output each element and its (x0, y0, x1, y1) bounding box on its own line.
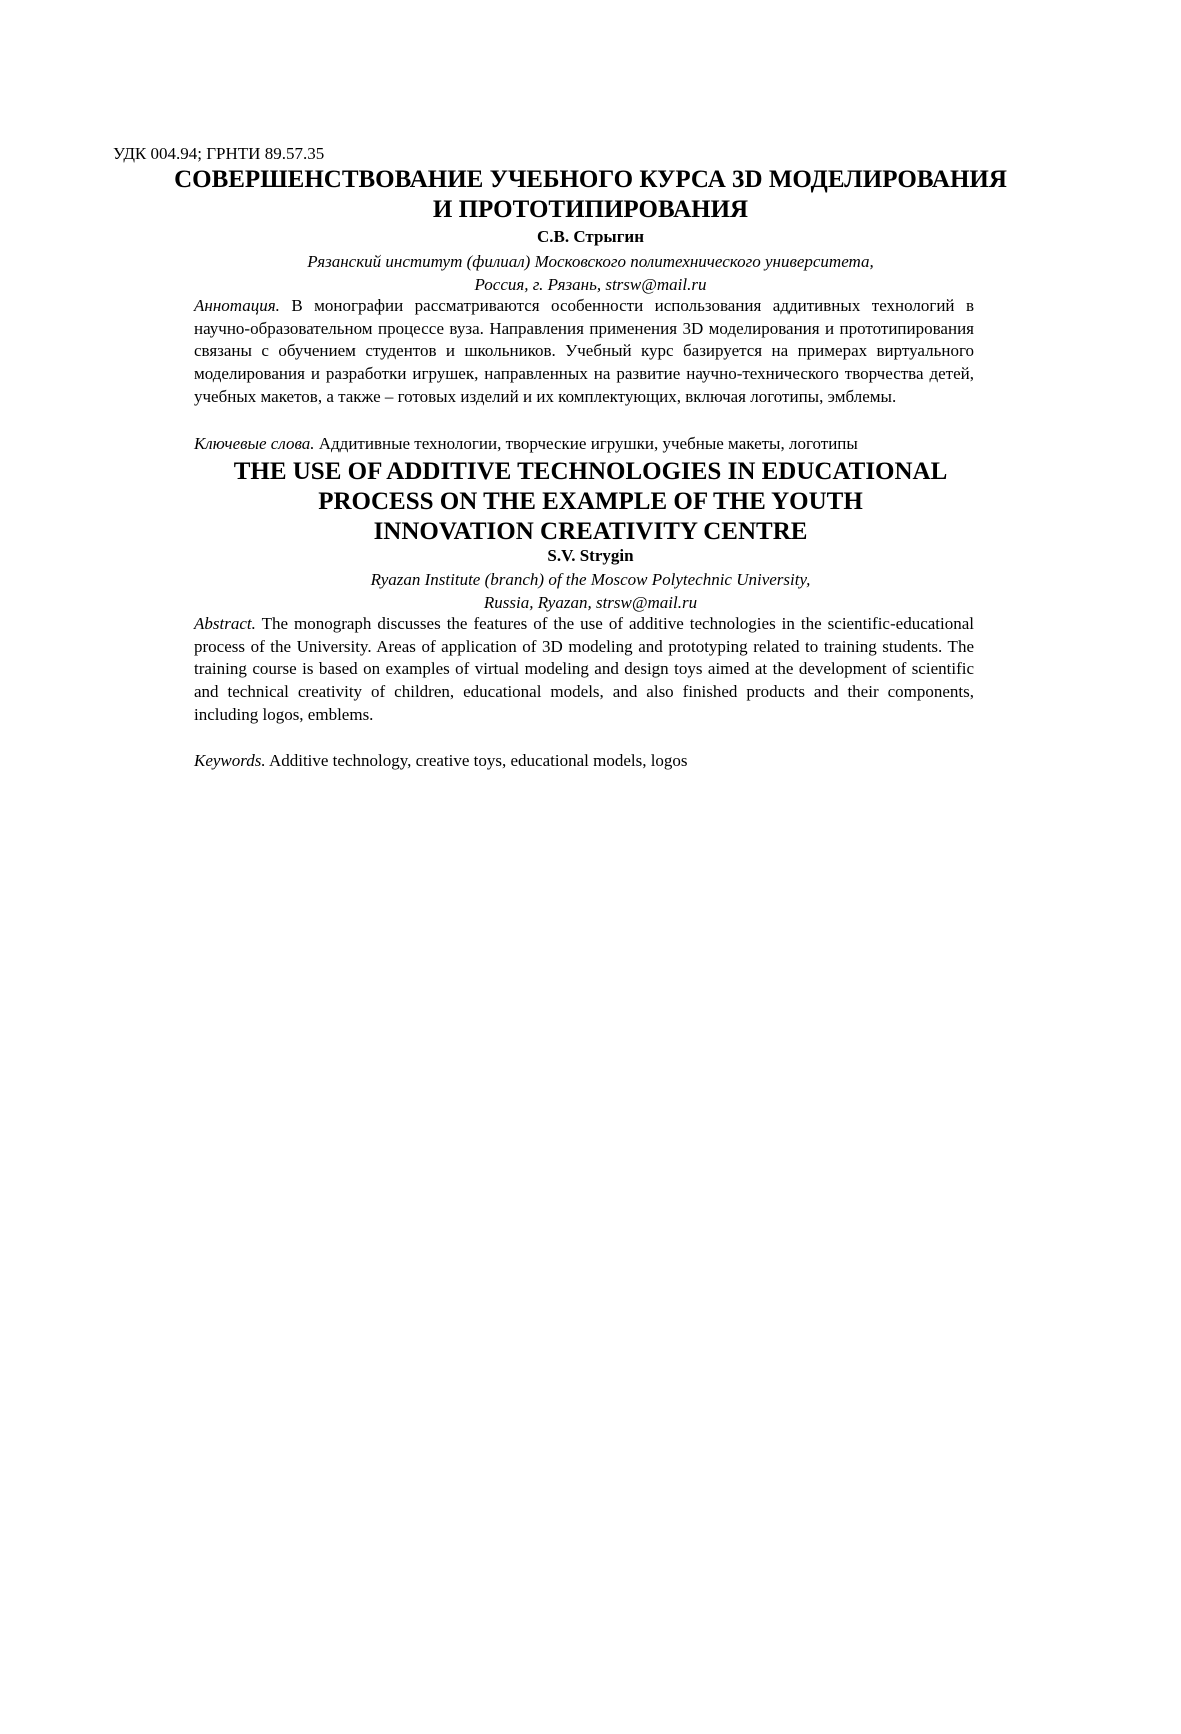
english-title-line-1: THE USE OF ADDITIVE TECHNOLOGIES IN EDUCATIONAL (233, 458, 948, 485)
english-keywords (194, 750, 974, 773)
english-affiliation-line-2: Russia, Ryazan, strsw@mail.ru (483, 593, 698, 612)
russian-abstract (194, 295, 974, 409)
english-keywords-text: Additive technology, creative toys, educational models, logos (268, 751, 688, 770)
english-affiliation (113, 568, 1068, 614)
english-author: S.V. Strygin (547, 546, 634, 565)
english-title-line-2: PROCESS ON THE EXAMPLE OF THE YOUTH (318, 488, 863, 515)
english-abstract (194, 613, 974, 727)
russian-keywords-label: Ключевые слова. (194, 434, 315, 453)
russian-affiliation (113, 250, 1068, 296)
english-title-line-3: INNOVATION CREATIVITY CENTRE (373, 518, 808, 545)
udc-code: УДК 004.94; ГРНТИ 89.57.35 (113, 144, 325, 163)
russian-keywords (194, 433, 974, 456)
russian-abstract-label: Аннотация. (194, 296, 280, 315)
russian-title-line-2: И ПРОТОТИПИРОВАНИЯ (432, 196, 749, 223)
russian-author: С.В. Стрыгин (536, 227, 644, 246)
russian-title-line-1: СОВЕРШЕНСТВОВАНИЕ УЧЕБНОГО КУРСА 3D МОДЕЛИРОВАНИЯ (174, 166, 1007, 193)
english-affiliation-line-1: Ryazan Institute (branch) of the Moscow Polytechnic University, (370, 570, 811, 589)
russian-title (113, 165, 1068, 225)
english-abstract-label: Abstract. (194, 614, 256, 633)
english-keywords-label: Keywords. (194, 751, 266, 770)
russian-abstract-text: В монографии рассматриваются особенности использования аддитивных технологий в научно-образовательном процессе вуза. Направления применения 3D моделирования и прототипирования связаны с обучением студентов и школьников. Учебный курс базируется на примерах виртуального моделирования и разработки игрушек, направленных на развитие научно-технического творчества детей, учебных макетов, а также – готовых изделий и их комплектующих, включая логотипы, эмблемы. (194, 296, 975, 406)
english-title (113, 457, 1068, 547)
english-abstract-text: The monograph discusses the features of the use of additive technologies in the scientific-educational process of the University. Areas of application of 3D modeling and prototyping related to training students. The training course is based on examples of virtual modeling and design toys aimed at the development of scientific and technical creativity of children, educational models, and also finished products and their components, including logos, emblems. (194, 614, 974, 724)
russian-keywords-text: Аддитивные технологии, творческие игрушки, учебные макеты, логотипы (318, 434, 858, 453)
russian-affiliation-line-2: Россия, г. Рязань, strsw@mail.ru (474, 275, 707, 294)
russian-affiliation-line-1: Рязанский институт (филиал) Московского политехнического университета, (307, 252, 874, 271)
